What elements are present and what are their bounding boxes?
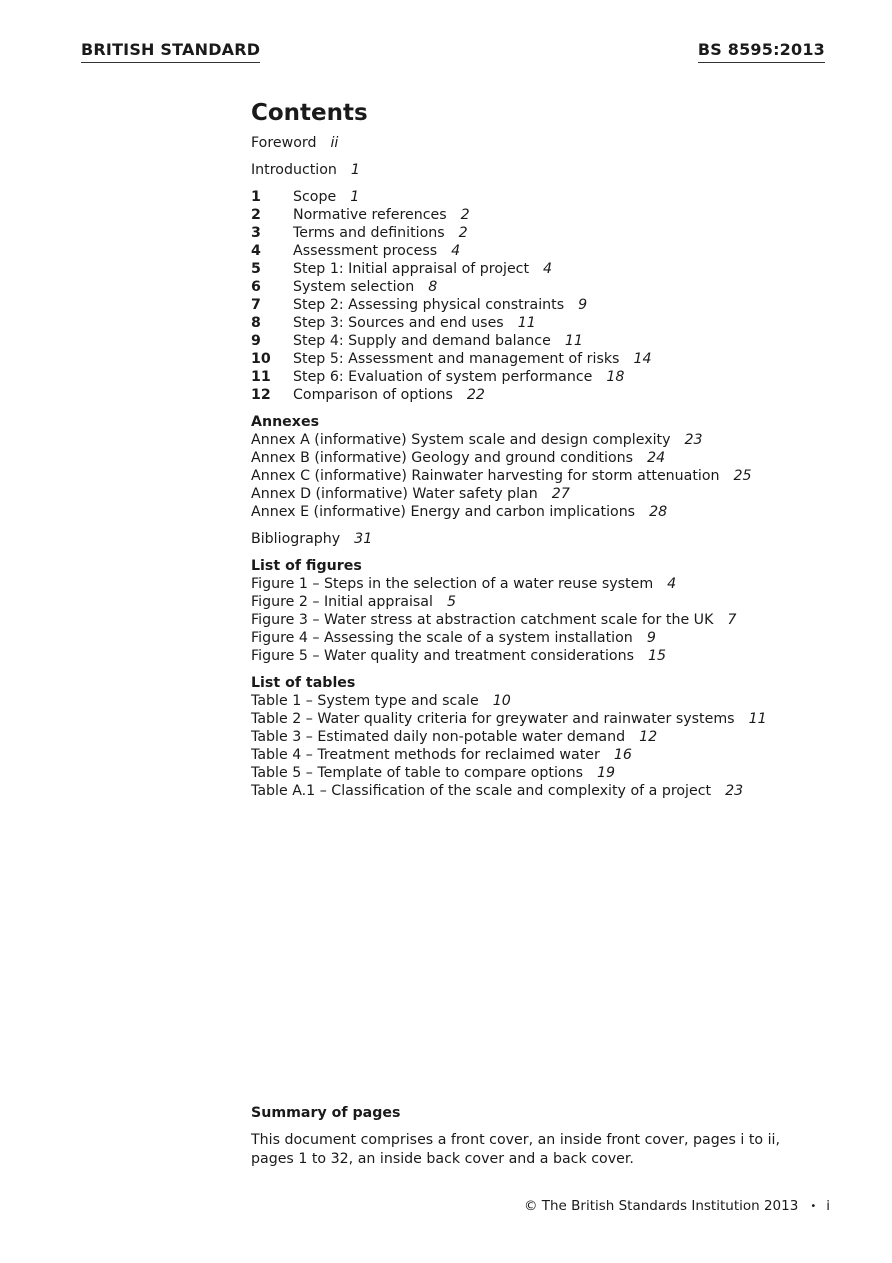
- clause-label: Comparison of options: [293, 387, 453, 403]
- figure-page: 5: [446, 594, 456, 610]
- toc-entry-page: 31: [354, 531, 373, 547]
- annex-label: Annex A (informative) System scale and design complexity: [251, 432, 671, 448]
- figure-page: 7: [727, 612, 737, 628]
- clause-number: 12: [251, 387, 271, 403]
- clause-page: 9: [578, 297, 588, 313]
- table-label: Table 5 – Template of table to compare options: [251, 765, 583, 781]
- annex-label: Annex E (informative) Energy and carbon implications: [251, 504, 636, 520]
- table-page: 10: [492, 693, 511, 709]
- clause-label: Scope: [293, 189, 337, 205]
- clause-page: 4: [451, 243, 461, 259]
- toc-table-entry[interactable]: [251, 782, 851, 800]
- bibliography-entry-block: [251, 530, 851, 548]
- toc-figure-entry[interactable]: [251, 611, 851, 629]
- figure-label: Figure 3 – Water stress at abstraction catchment scale for the UK: [251, 612, 714, 628]
- clause-page: 18: [606, 369, 625, 385]
- table-page: 23: [725, 783, 744, 799]
- table-page: 11: [748, 711, 767, 727]
- annex-page: 24: [647, 450, 666, 466]
- annexes-list: [251, 413, 851, 521]
- clause-page: 11: [564, 333, 583, 349]
- toc-entry-introduction[interactable]: [251, 161, 851, 179]
- toc-clause-entry[interactable]: [251, 278, 851, 296]
- toc-table-entry[interactable]: [251, 710, 851, 728]
- toc-figure-entry[interactable]: [251, 593, 851, 611]
- table-label: Table A.1 – Classification of the scale and complexity of a project: [251, 783, 712, 799]
- toc-clause-entry[interactable]: [251, 260, 851, 278]
- toc-clause-entry[interactable]: [251, 332, 851, 350]
- page-title: Contents: [251, 100, 368, 126]
- table-page: 12: [639, 729, 658, 745]
- toc-figure-entry[interactable]: [251, 629, 851, 647]
- table-label: Table 2 – Water quality criteria for greywater and rainwater systems: [251, 711, 735, 727]
- clause-number: 9: [251, 333, 261, 349]
- table-label: Table 3 – Estimated daily non-potable water demand: [251, 729, 626, 745]
- clause-label: Step 2: Assessing physical constraints: [293, 297, 565, 313]
- toc-annex-entry[interactable]: [251, 431, 851, 449]
- page-footer: [524, 1198, 830, 1214]
- tables-heading: List of tables: [251, 675, 356, 691]
- summary-text: This document comprises a front cover, an inside front cover, pages i to ii, pages 1 to 32, an inside back cover and a back cover.: [251, 1132, 780, 1167]
- clause-page: 2: [460, 207, 470, 223]
- header-standard-label: BRITISH STANDARD: [81, 40, 260, 63]
- toc-table-entry[interactable]: [251, 746, 851, 764]
- clause-number: 1: [251, 189, 261, 205]
- table-page: 19: [596, 765, 616, 781]
- figure-label: Figure 4 – Assessing the scale of a system installation: [251, 630, 633, 646]
- clause-number: 4: [251, 243, 261, 259]
- clause-label: Assessment process: [293, 243, 438, 259]
- annex-label: Annex D (informative) Water safety plan: [251, 486, 538, 502]
- figure-page: 15: [647, 648, 667, 664]
- annex-page: 28: [649, 504, 668, 520]
- toc-table-entry[interactable]: [251, 764, 851, 782]
- figure-label: Figure 5 – Water quality and treatment considerations: [251, 648, 634, 664]
- toc-entry-page: ii: [330, 135, 339, 151]
- toc-clause-entry[interactable]: [251, 188, 851, 206]
- toc-annex-entry[interactable]: [251, 449, 851, 467]
- toc-clause-entry[interactable]: [251, 314, 851, 332]
- figures-heading: List of figures: [251, 558, 362, 574]
- figure-label: Figure 1 – Steps in the selection of a water reuse system: [251, 576, 654, 592]
- annex-label: Annex B (informative) Geology and ground conditions: [251, 450, 634, 466]
- annex-page: 27: [551, 486, 570, 502]
- clause-number: 10: [251, 351, 271, 367]
- clause-label: Terms and definitions: [293, 225, 445, 241]
- annex-label: Annex C (informative) Rainwater harvesting for storm attenuation: [251, 468, 720, 484]
- clause-page: 1: [350, 189, 360, 205]
- toc-clause-entry[interactable]: [251, 242, 851, 260]
- header-document-number: BS 8595:2013: [698, 40, 825, 63]
- clause-label: Step 5: Assessment and management of risks: [293, 351, 620, 367]
- figures-list: [251, 557, 851, 665]
- toc-clause-entry[interactable]: [251, 386, 851, 404]
- toc-entry-foreword[interactable]: [251, 134, 851, 152]
- table-page: 16: [613, 747, 632, 763]
- clause-page: 11: [517, 315, 536, 331]
- clause-label: Normative references: [293, 207, 447, 223]
- table-label: Table 4 – Treatment methods for reclaimed water: [251, 747, 600, 763]
- toc-figure-entry[interactable]: [251, 647, 851, 665]
- clause-number: 5: [251, 261, 261, 277]
- toc-entry-label: Bibliography: [251, 531, 341, 547]
- toc-table-entry[interactable]: [251, 692, 851, 710]
- contents-section: [251, 98, 851, 809]
- toc-clause-entry[interactable]: [251, 206, 851, 224]
- annex-page: 23: [684, 432, 703, 448]
- bullet-separator-icon: •: [810, 1201, 817, 1212]
- figure-page: 4: [667, 576, 677, 592]
- copyright-text: © The British Standards Institution 2013: [523, 1198, 799, 1214]
- page-number: i: [826, 1198, 830, 1214]
- summary-of-pages: [251, 1104, 811, 1169]
- toc-clause-entry[interactable]: [251, 350, 851, 368]
- figure-label: Figure 2 – Initial appraisal: [251, 594, 433, 610]
- figure-page: 9: [646, 630, 656, 646]
- clause-number: 7: [251, 297, 261, 313]
- toc-figure-entry[interactable]: [251, 575, 851, 593]
- clause-list: [251, 188, 851, 404]
- clause-page: 22: [466, 387, 485, 403]
- toc-annex-entry[interactable]: [251, 467, 851, 485]
- clause-label: Step 4: Supply and demand balance: [293, 333, 551, 349]
- table-label: Table 1 – System type and scale: [251, 693, 479, 709]
- toc-annex-entry[interactable]: [251, 503, 851, 521]
- clause-label: Step 6: Evaluation of system performance: [293, 369, 593, 385]
- toc-table-entry[interactable]: [251, 728, 851, 746]
- tables-list: [251, 674, 851, 800]
- clause-number: 8: [251, 315, 261, 331]
- annexes-heading: Annexes: [251, 414, 320, 430]
- toc-clause-entry[interactable]: [251, 296, 851, 314]
- clause-page: 14: [633, 351, 652, 367]
- clause-page: 8: [428, 279, 438, 295]
- clause-page: 4: [543, 261, 553, 277]
- clause-number: 2: [251, 207, 261, 223]
- toc-entry-bibliography[interactable]: [251, 530, 851, 548]
- front-matter-list: [251, 134, 851, 179]
- clause-label: System selection: [293, 279, 415, 295]
- clause-label: Step 1: Initial appraisal of project: [293, 261, 530, 277]
- toc-annex-entry[interactable]: [251, 485, 851, 503]
- clause-label: Step 3: Sources and end uses: [293, 315, 504, 331]
- clause-page: 2: [458, 225, 468, 241]
- clause-number: 11: [251, 369, 271, 385]
- toc-clause-entry[interactable]: [251, 368, 851, 386]
- toc-entry-label: Foreword: [251, 135, 317, 151]
- clause-number: 6: [251, 279, 261, 295]
- toc-entry-page: 1: [350, 162, 360, 178]
- annex-page: 25: [733, 468, 752, 484]
- toc-clause-entry[interactable]: [251, 224, 851, 242]
- summary-heading: Summary of pages: [251, 1105, 401, 1121]
- toc-entry-label: Introduction: [251, 162, 337, 178]
- clause-number: 3: [251, 225, 261, 241]
